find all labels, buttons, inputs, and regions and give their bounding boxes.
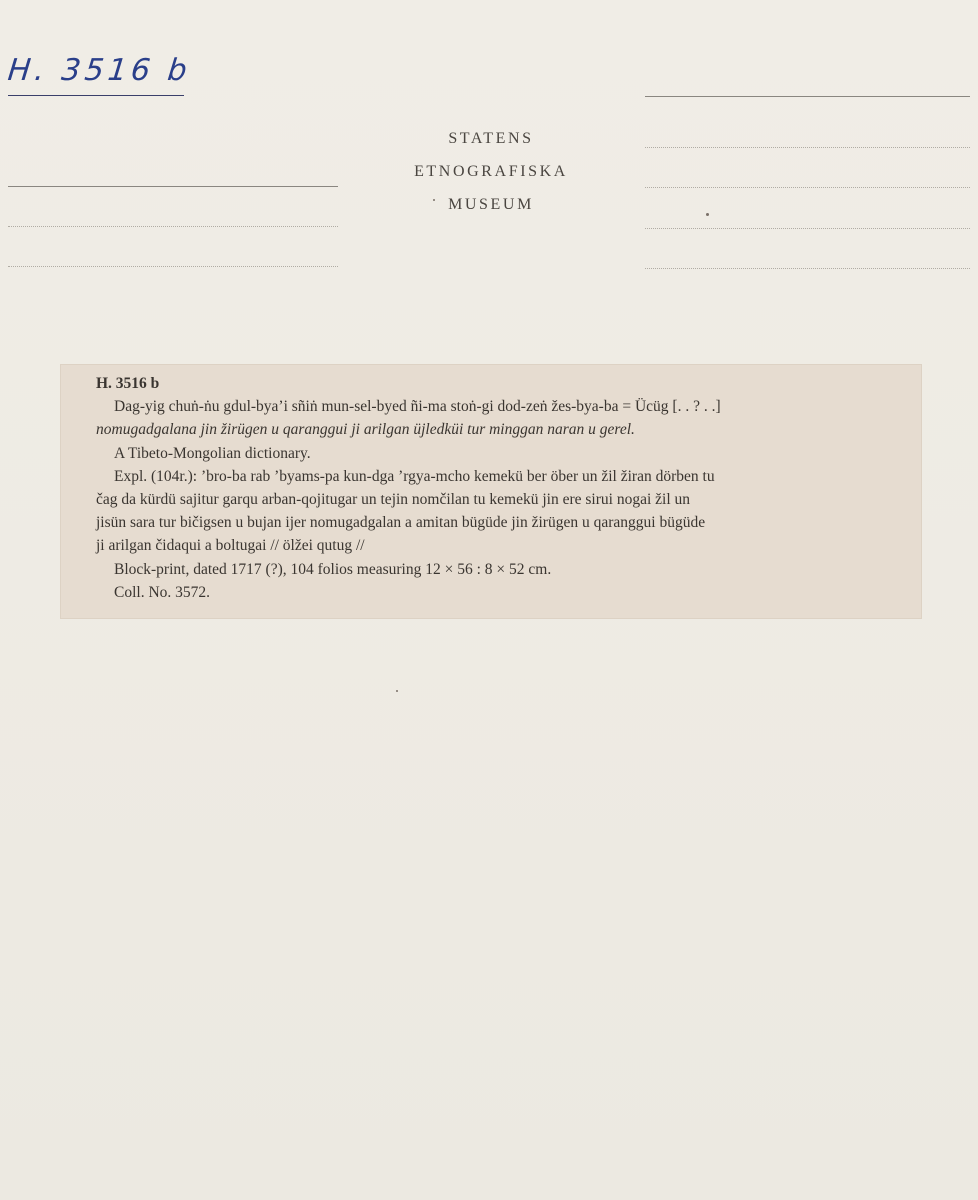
museum-heading-line-1: STATENS (448, 130, 534, 147)
label-expl-line-1: Expl. (104r.): ’bro-ba rab ’byams-pa kun-dga ’rgya-mcho kemekü ber öber un žil žiran dörben tu (114, 467, 715, 485)
paper-speck (706, 213, 709, 216)
label-expl-line-4: ji arilgan čidaqui a boltugai // ölžei qutug // (96, 537, 365, 555)
left-field-line-3 (8, 266, 338, 267)
paper-speck (433, 199, 435, 201)
label-description: A Tibeto-Mongolian dictionary. (114, 444, 311, 462)
right-field-line-3 (645, 187, 970, 188)
label-expl-line-3: jisün sara tur bičigsen u bujan ijer nomugadgalan a amitan bügüde jin žirügen u qaranggui bügüde (96, 514, 706, 532)
right-field-line-4 (645, 228, 970, 229)
label-expl-line-2: čag da kürdü sajitur garqu arban-qojitugar un tejin nomčilan tu kemekü jin ere sirui nogai žil un (96, 491, 690, 509)
right-field-line-2 (645, 147, 970, 148)
label-print-info: Block-print, dated 1717 (?), 104 folios measuring 12 × 56 : 8 × 52 cm. (114, 560, 552, 578)
handwritten-catalogue-number: H. 3516 b (6, 53, 193, 88)
label-title-line-1: Dag-yig chuṅ-ṅu gdul-bya’i sñiṅ mun-sel-byed ñi-ma stoṅ-gi dod-zeṅ žes-bya-ba = Ücüg [. . ? . .] (114, 398, 721, 416)
museum-heading (360, 122, 622, 221)
right-field-line-1 (645, 96, 970, 97)
label-collection-number: Coll. No. 3572. (114, 583, 211, 601)
pasted-catalogue-label (60, 364, 922, 619)
label-id: H. 3516 b (96, 375, 160, 392)
handwritten-underline (8, 95, 184, 96)
left-field-line-1 (8, 186, 338, 187)
paper-speck (396, 690, 398, 692)
right-field-line-5 (645, 268, 970, 269)
label-title-line-2: nomugadgalana jin žirügen u qaranggui ji arilgan üjledküi tur minggan naran u gerel. (96, 421, 635, 439)
museum-heading-line-3: MUSEUM (448, 196, 534, 213)
left-field-line-2 (8, 226, 338, 227)
label-text (96, 372, 896, 604)
museum-heading-line-2: ETNOGRAFISKA (414, 163, 568, 180)
